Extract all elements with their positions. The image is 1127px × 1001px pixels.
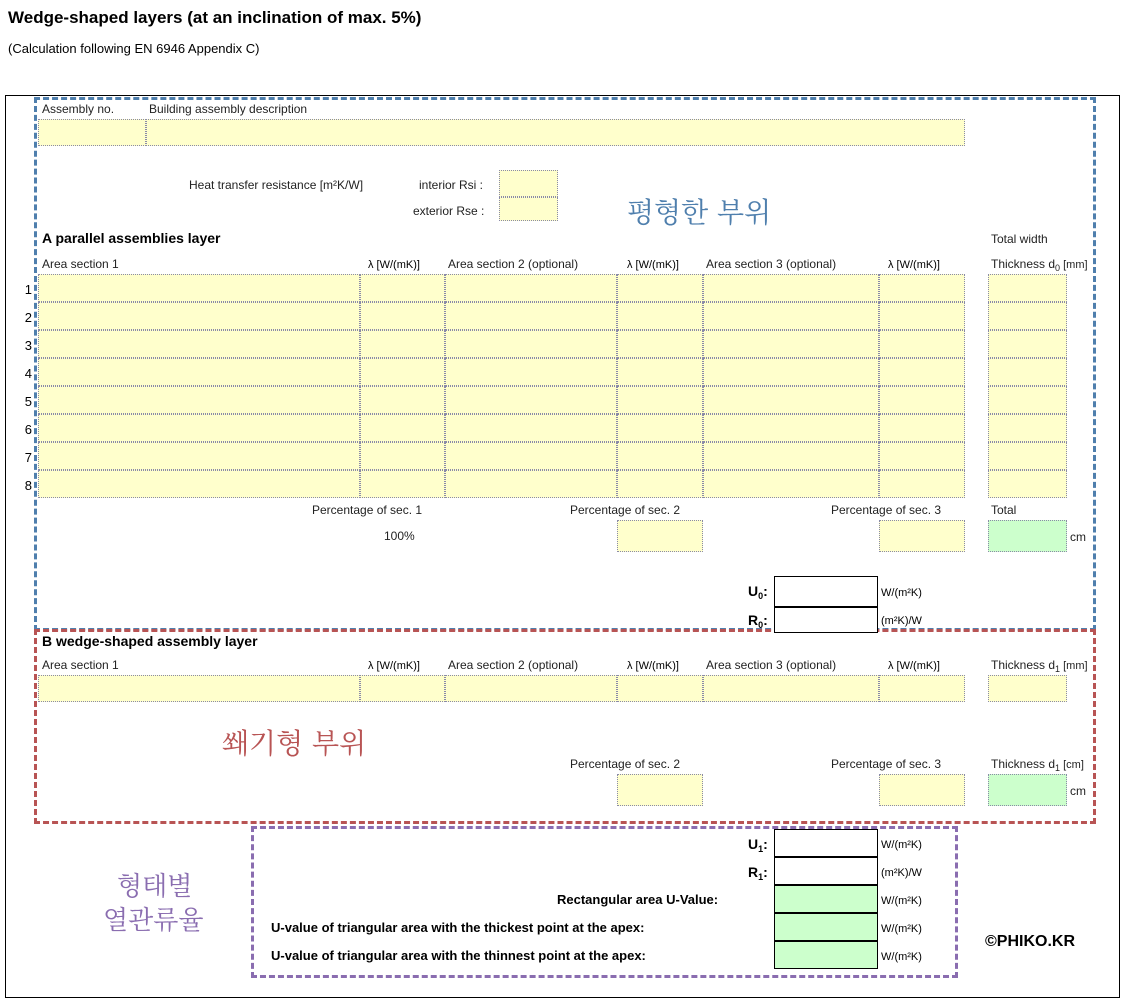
tri-thick-unit: W/(m²K) bbox=[881, 923, 922, 935]
rse-input[interactable] bbox=[499, 197, 558, 221]
b-col-lambda1: λ [W/(mK)] bbox=[368, 660, 420, 672]
row-number: 5 bbox=[24, 394, 32, 409]
u0-label: $U_0$: bbox=[748, 583, 768, 601]
a-area2-input[interactable] bbox=[445, 414, 617, 442]
r1-output bbox=[774, 857, 878, 885]
a-thickness-input[interactable] bbox=[988, 274, 1067, 302]
pct3-label: Percentage of sec. 3 bbox=[831, 503, 942, 517]
u0-unit: W/(m²K) bbox=[881, 587, 922, 599]
b-col-area2: Area section 2 (optional) bbox=[448, 658, 579, 672]
rse-label: exterior Rse : bbox=[413, 204, 485, 218]
row-number: 3 bbox=[24, 338, 32, 353]
u1-output bbox=[774, 829, 878, 857]
a-lambda3-input[interactable] bbox=[879, 358, 965, 386]
b-area1-input[interactable] bbox=[38, 675, 360, 702]
a-lambda2-input[interactable] bbox=[617, 358, 703, 386]
row-number: 2 bbox=[24, 310, 32, 325]
a-thickness-input[interactable] bbox=[988, 330, 1067, 358]
row-number: 7 bbox=[24, 450, 32, 465]
rect-u-output bbox=[774, 885, 878, 913]
assembly-no-input[interactable] bbox=[38, 119, 146, 146]
a-area1-input[interactable] bbox=[38, 302, 360, 330]
b-col-area3: Area section 3 (optional) bbox=[706, 658, 837, 672]
a-area1-input[interactable] bbox=[38, 442, 360, 470]
page-title: Wedge-shaped layers (at an inclination of max. 5%) bbox=[8, 8, 422, 27]
b-pct3-label: Percentage of sec. 3 bbox=[831, 757, 942, 771]
a-lambda2-input[interactable] bbox=[617, 442, 703, 470]
b-cm-unit: cm bbox=[1070, 784, 1086, 798]
a-lambda3-input[interactable] bbox=[879, 330, 965, 358]
a-lambda2-input[interactable] bbox=[617, 414, 703, 442]
b-area3-input[interactable] bbox=[703, 675, 879, 702]
a-area2-input[interactable] bbox=[445, 330, 617, 358]
b-col-area1: Area section 1 bbox=[42, 658, 119, 672]
a-lambda2-input[interactable] bbox=[617, 470, 703, 498]
total-width-label: Total width bbox=[991, 232, 1048, 246]
assembly-desc-label: Building assembly description bbox=[149, 102, 308, 116]
b-col-lambda2: λ [W/(mK)] bbox=[627, 660, 679, 672]
b-lambda3-input[interactable] bbox=[879, 675, 965, 702]
b-lambda1-input[interactable] bbox=[360, 675, 445, 702]
a-thickness-input[interactable] bbox=[988, 414, 1067, 442]
page-subtitle: (Calculation following EN 6946 Appendix C) bbox=[8, 41, 260, 56]
b-thick-cm-label: Thickness $d_1$ [cm] bbox=[991, 757, 1084, 773]
a-area2-input[interactable] bbox=[445, 442, 617, 470]
a-area3-input[interactable] bbox=[703, 358, 879, 386]
b-thickness-cm-output bbox=[988, 774, 1067, 806]
a-area3-input[interactable] bbox=[703, 470, 879, 498]
a-lambda3-input[interactable] bbox=[879, 302, 965, 330]
r0-unit: (m²K)/W bbox=[881, 615, 922, 627]
a-area1-input[interactable] bbox=[38, 414, 360, 442]
pct3-input[interactable] bbox=[879, 520, 965, 552]
tri-thin-output bbox=[774, 941, 878, 969]
a-area1-input[interactable] bbox=[38, 330, 360, 358]
r0-output bbox=[774, 607, 878, 633]
tri-thick-label: U-value of triangular area with the thickest point at the apex: bbox=[271, 920, 645, 935]
b-pct2-label: Percentage of sec. 2 bbox=[570, 757, 681, 771]
a-lambda1-input[interactable] bbox=[360, 302, 445, 330]
a-area3-input[interactable] bbox=[703, 302, 879, 330]
b-area2-input[interactable] bbox=[445, 675, 617, 702]
b-pct3-input[interactable] bbox=[879, 774, 965, 806]
a-thickness-input[interactable] bbox=[988, 470, 1067, 498]
total-cm-unit: cm bbox=[1070, 530, 1086, 544]
a-col-area1: Area section 1 bbox=[42, 257, 119, 271]
a-lambda1-input[interactable] bbox=[360, 470, 445, 498]
a-thickness-input[interactable] bbox=[988, 386, 1067, 414]
b-col-thickness: Thickness $d_1$ [mm] bbox=[991, 658, 1088, 674]
r0-label: $R_0$: bbox=[748, 612, 768, 630]
section-a-title: A parallel assemblies layer bbox=[42, 230, 221, 246]
a-area3-input[interactable] bbox=[703, 330, 879, 358]
a-area1-input[interactable] bbox=[38, 358, 360, 386]
a-area3-input[interactable] bbox=[703, 274, 879, 302]
a-col-lambda2: λ [W/(mK)] bbox=[627, 259, 679, 271]
assembly-no-label: Assembly no. bbox=[42, 102, 115, 116]
pct2-label: Percentage of sec. 2 bbox=[570, 503, 681, 517]
a-lambda1-input[interactable] bbox=[360, 386, 445, 414]
row-number: 4 bbox=[24, 366, 32, 381]
b-lambda2-input[interactable] bbox=[617, 675, 703, 702]
a-lambda1-input[interactable] bbox=[360, 330, 445, 358]
a-thickness-input[interactable] bbox=[988, 302, 1067, 330]
r1-label: $R_1$: bbox=[748, 864, 768, 882]
rect-u-label: Rectangular area U-Value: bbox=[557, 892, 719, 907]
row-number: 6 bbox=[24, 422, 32, 437]
tri-thin-unit: W/(m²K) bbox=[881, 951, 922, 963]
a-lambda3-input[interactable] bbox=[879, 386, 965, 414]
u1-label: $U_1$: bbox=[748, 836, 768, 854]
row-number: 8 bbox=[24, 478, 32, 493]
a-thickness-input[interactable] bbox=[988, 358, 1067, 386]
a-thickness-input[interactable] bbox=[988, 442, 1067, 470]
pct1-label: Percentage of sec. 1 bbox=[312, 503, 423, 517]
a-col-lambda3: λ [W/(mK)] bbox=[888, 259, 940, 271]
rect-u-unit: W/(m²K) bbox=[881, 895, 922, 907]
a-col-area2: Area section 2 (optional) bbox=[448, 257, 579, 271]
a-lambda1-input[interactable] bbox=[360, 274, 445, 302]
b-col-lambda3: λ [W/(mK)] bbox=[888, 660, 940, 672]
a-lambda3-input[interactable] bbox=[879, 274, 965, 302]
tri-thin-label: U-value of triangular area with the thinnest point at the apex: bbox=[271, 948, 646, 963]
a-lambda2-input[interactable] bbox=[617, 302, 703, 330]
section-b-title: B wedge-shaped assembly layer bbox=[42, 633, 258, 649]
a-lambda2-input[interactable] bbox=[617, 386, 703, 414]
a-col-area3: Area section 3 (optional) bbox=[706, 257, 837, 271]
a-area2-input[interactable] bbox=[445, 358, 617, 386]
rsi-input[interactable] bbox=[499, 170, 558, 197]
a-area1-input[interactable] bbox=[38, 274, 360, 302]
total-label: Total bbox=[991, 503, 1017, 517]
a-area3-input[interactable] bbox=[703, 442, 879, 470]
pct2-input[interactable] bbox=[617, 520, 703, 552]
a-lambda3-input[interactable] bbox=[879, 442, 965, 470]
total-thickness-output bbox=[988, 520, 1067, 552]
a-area2-input[interactable] bbox=[445, 470, 617, 498]
b-pct2-input[interactable] bbox=[617, 774, 703, 806]
parallel-annotation: 평형한 부위 bbox=[627, 196, 772, 229]
a-lambda1-input[interactable] bbox=[360, 414, 445, 442]
b-thickness-input[interactable] bbox=[988, 675, 1067, 702]
htr-label: Heat transfer resistance [m²K/W] bbox=[189, 178, 364, 192]
a-area1-input[interactable] bbox=[38, 386, 360, 414]
a-area3-input[interactable] bbox=[703, 414, 879, 442]
rsi-label: interior Rsi : bbox=[419, 178, 484, 192]
assembly-desc-input[interactable] bbox=[146, 119, 965, 146]
u0-output bbox=[774, 576, 878, 607]
a-lambda2-input[interactable] bbox=[617, 274, 703, 302]
a-col-lambda1: λ [W/(mK)] bbox=[368, 259, 420, 271]
purple-annotation-line1: 형태별 bbox=[117, 872, 193, 902]
a-area2-input[interactable] bbox=[445, 302, 617, 330]
copyright: ©PHIKO.KR bbox=[985, 933, 1076, 950]
tri-thick-output bbox=[774, 913, 878, 941]
a-lambda1-input[interactable] bbox=[360, 442, 445, 470]
a-area2-input[interactable] bbox=[445, 274, 617, 302]
u1-unit: W/(m²K) bbox=[881, 839, 922, 851]
row-number: 1 bbox=[24, 282, 32, 297]
purple-annotation-line2: 열관류율 bbox=[103, 906, 204, 936]
a-area1-input[interactable] bbox=[38, 470, 360, 498]
a-area2-input[interactable] bbox=[445, 386, 617, 414]
a-lambda3-input[interactable] bbox=[879, 470, 965, 498]
r1-unit: (m²K)/W bbox=[881, 867, 922, 879]
a-lambda2-input[interactable] bbox=[617, 330, 703, 358]
pct1-value: 100% bbox=[384, 529, 415, 543]
a-lambda3-input[interactable] bbox=[879, 414, 965, 442]
a-col-thickness: Thickness $d_0$ [mm] bbox=[991, 257, 1088, 273]
a-lambda1-input[interactable] bbox=[360, 358, 445, 386]
a-area3-input[interactable] bbox=[703, 386, 879, 414]
wedge-annotation: 쐐기형 부위 bbox=[222, 727, 367, 760]
